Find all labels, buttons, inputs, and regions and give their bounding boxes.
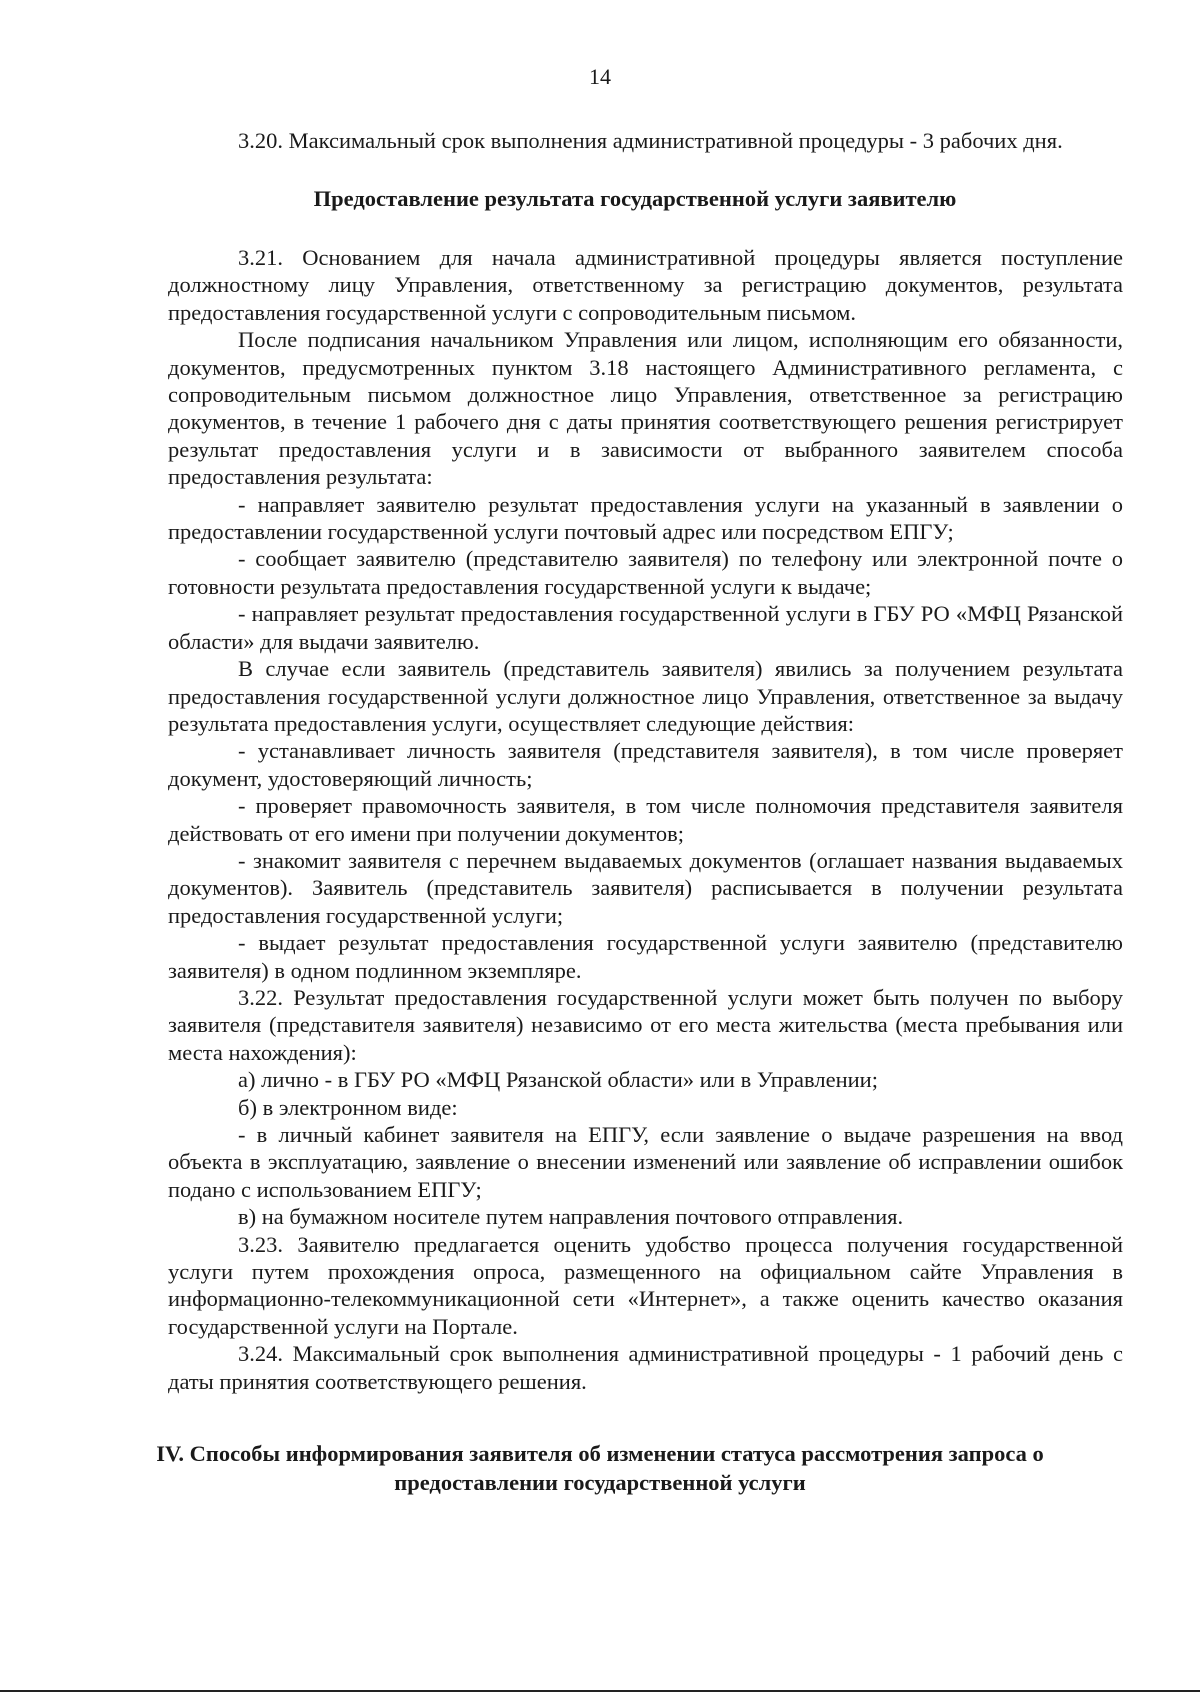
section-heading-iv: IV. Способы информирования заявителя об изменении статуса рассмотрения запроса о предоставлении государственной услуги bbox=[156, 1441, 1044, 1495]
list-item-familiarize: - знакомит заявителя с перечнем выдаваемых документов (оглашает названия выдаваемых документов). Заявитель (представитель заявителя) расписывается в получении результата предоставления государственной услуги; bbox=[168, 847, 1123, 928]
list-item-issue: - выдает результат предоставления государственной услуги заявителю (представителю заявителя) в одном подлинном экземпляре. bbox=[168, 930, 1123, 983]
paragraph-3-24: 3.24. Максимальный срок выполнения административной процедуры - 1 рабочий день с даты принятия соответствующего решения. bbox=[168, 1341, 1123, 1394]
list-item-electronic: б) в электронном виде: bbox=[238, 1094, 458, 1120]
page-number: 14 bbox=[589, 64, 611, 89]
list-item-send-result: - направляет заявителю результат предоставления услуги на указанный в заявлении о предоставлении государственной услуги почтовый адрес или посредством ЕПГУ; bbox=[168, 491, 1123, 545]
paragraph-3-22: 3.22. Результат предоставления государственной услуги может быть получен по выбору заявителя (представителя заявителя) независимо от его места жительства (места пребывания или места нахождения): bbox=[168, 984, 1123, 1065]
paragraph-3-23: 3.23. Заявителю предлагается оценить удобство процесса получения государственной услуги путем прохождения опроса, размещенного на официальном сайте Управления в информационно-телекоммуникационной сети «Интернет», а также оценить качество оказания государственной услуги на Портале. bbox=[168, 1231, 1123, 1339]
list-item-paper: в) на бумажном носителе путем направления почтового отправления. bbox=[238, 1204, 904, 1230]
paragraph-3-21: 3.21. Основанием для начала административной процедуры является поступление должностному лицу Управления, ответственному за регистрацию документов, результата предоставления государственной услуги с сопроводительным письмом. bbox=[168, 245, 1123, 325]
list-item-personal-account: - в личный кабинет заявителя на ЕПГУ, если заявление о выдаче разрешения на ввод объекта в эксплуатацию, заявление о внесении изменений или заявление об исправлении ошибок подано с использованием ЕПГУ; bbox=[168, 1122, 1123, 1202]
list-item-check-authority: - проверяет правомочность заявителя, в том числе полномочия представителя заявителя действовать от его имени при получении документов; bbox=[168, 793, 1123, 846]
section-heading-result: Предоставление результата государственной услуги заявителю bbox=[313, 186, 957, 211]
list-item-in-person: а) лично - в ГБУ РО «МФЦ Рязанской области» или в Управлении; bbox=[238, 1067, 878, 1093]
list-item-identify: - устанавливает личность заявителя (представителя заявителя), в том числе проверяет документ, удостоверяющий личность; bbox=[168, 738, 1123, 791]
list-item-notify: - сообщает заявителю (представителю заявителя) по телефону или электронной почте о готовности результата предоставления государственной услуги к выдаче; bbox=[168, 546, 1123, 599]
paragraph-3-20: 3.20. Максимальный срок выполнения административной процедуры - 3 рабочих дня. bbox=[238, 128, 1063, 153]
paragraph-block-main bbox=[168, 244, 1123, 1395]
list-item-send-mfc: - направляет результат предоставления государственной услуги в ГБУ РО «МФЦ Рязанской области» для выдачи заявителю. bbox=[168, 601, 1123, 654]
paragraph-personal-appearance: В случае если заявитель (представитель заявителя) явились за получением результата предоставления государственной услуги должностное лицо Управления, ответственное за выдачу результата предоставления услуги, осуществляет следующие действия: bbox=[168, 656, 1123, 736]
paragraph-block-top bbox=[168, 127, 1123, 154]
bottom-rule bbox=[0, 1690, 1200, 1692]
paragraph-after-signing: После подписания начальником Управления или лицом, исполняющим его обязанности, документов, предусмотренных пунктом 3.18 настоящего Административного регламента, с сопроводительным письмом должностное лицо Управления, ответственное за регистрацию документов, в течение 1 рабочего дня с даты принятия соответствующего решения регистрирует результат предоставления услуги и в зависимости от выбранного заявителем способа предоставления результата: bbox=[168, 327, 1123, 490]
